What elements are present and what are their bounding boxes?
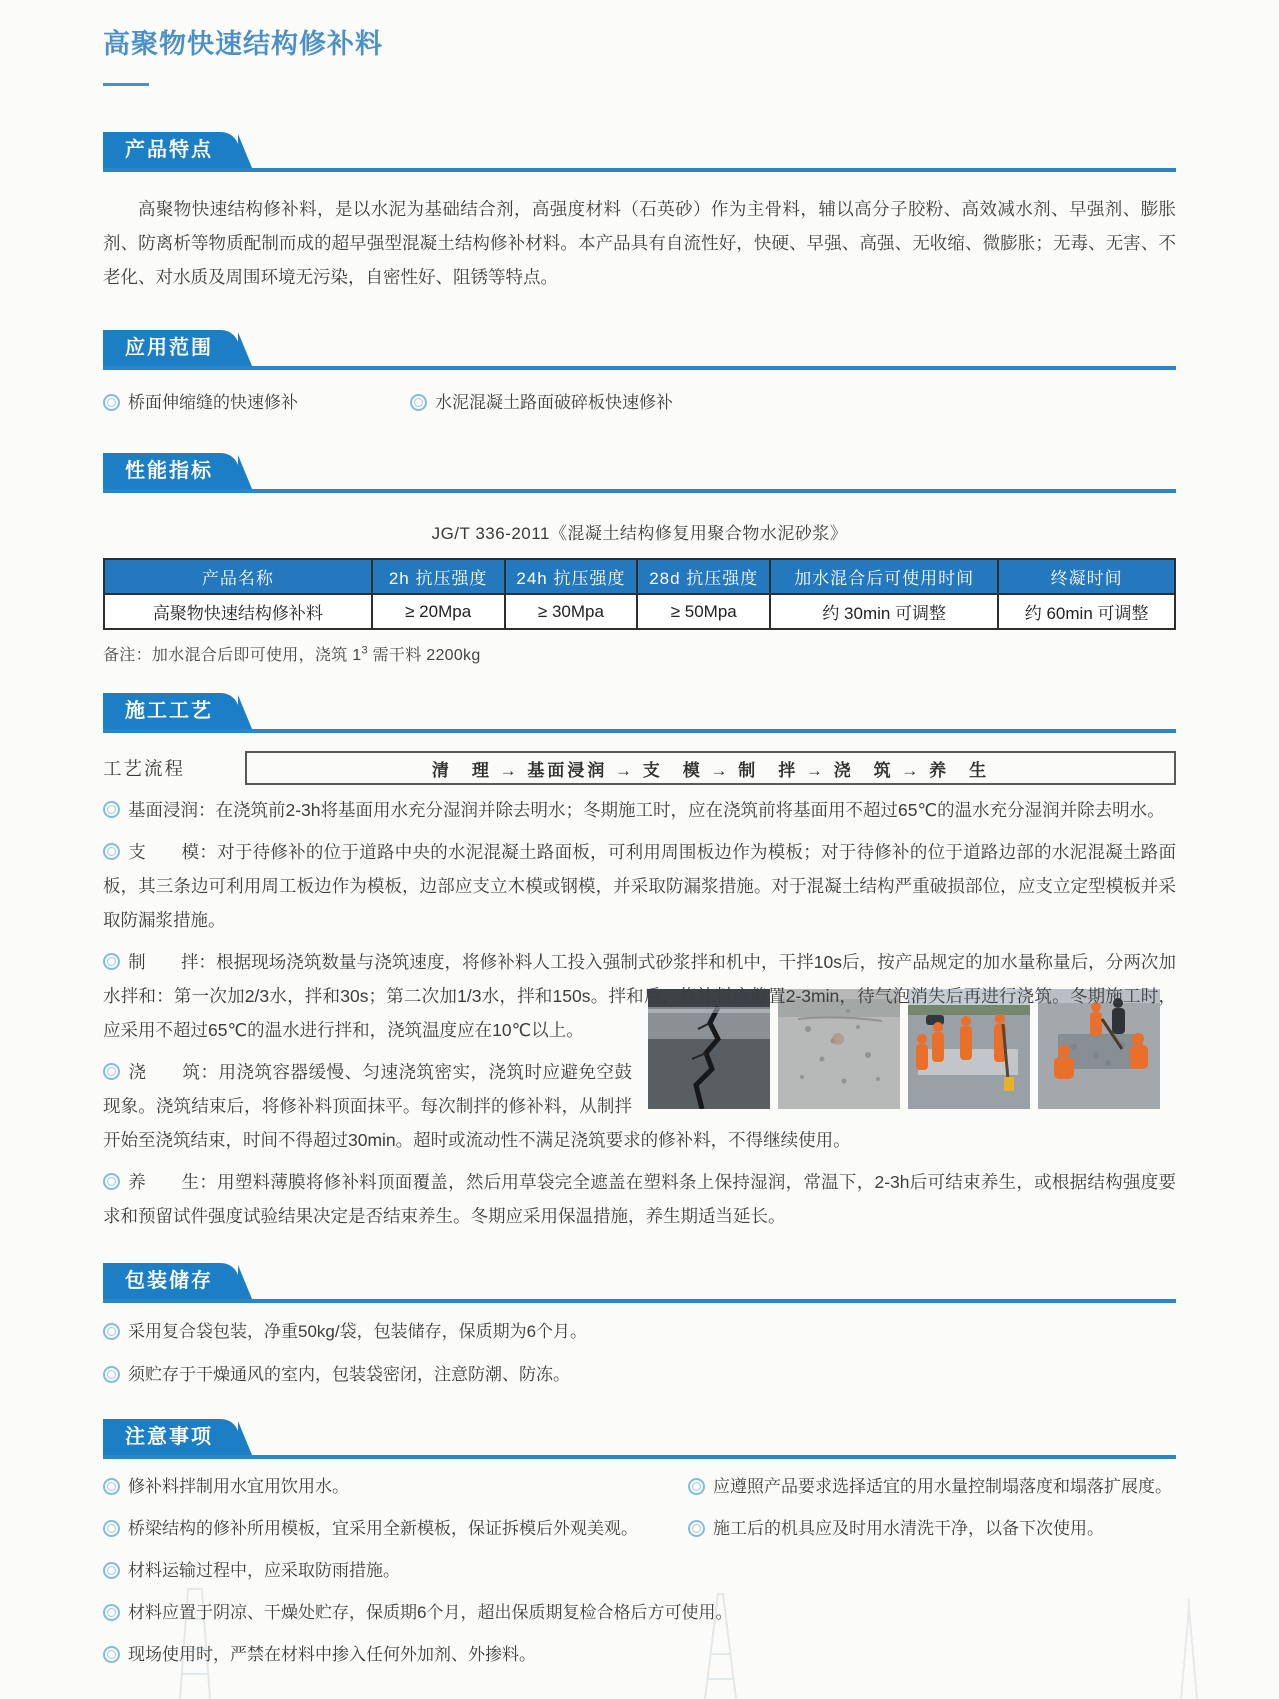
ring-bullet-icon	[688, 1520, 705, 1537]
step-curing	[103, 1165, 1176, 1233]
cell-24h-strength: ≥ 30Mpa	[505, 594, 638, 629]
precaution-label: 材料运输过程中，应采取防雨措施。	[128, 1561, 400, 1580]
list-item	[103, 1598, 732, 1627]
table-note-prefix: 备注：加水混合后即可使用，浇筑 1	[103, 647, 362, 664]
title-underline	[103, 83, 149, 86]
col-header-24h-strength: 24h 抗压强度	[505, 559, 638, 594]
cell-28d-strength: ≥ 50Mpa	[637, 594, 770, 629]
list-item	[688, 1472, 1176, 1501]
precaution-label: 应遵照产品要求选择适宜的用水量控制塌落度和塌落扩展度。	[713, 1477, 1172, 1496]
precaution-label: 修补料拌制用水宜用饮用水。	[128, 1477, 349, 1496]
section-badge-packaging: 包装储存	[103, 1263, 239, 1299]
list-item	[410, 388, 673, 417]
ring-bullet-icon	[688, 1478, 705, 1495]
process-flow-row	[103, 751, 1176, 785]
section-head-process	[103, 693, 1176, 733]
section-badge-process: 施工工艺	[103, 693, 239, 729]
cell-product-name: 高聚物快速结构修补料	[104, 594, 372, 629]
flow-label: 工艺流程	[103, 758, 186, 779]
col-header-28d-strength: 28d 抗压强度	[637, 559, 770, 594]
packaging-item-label: 采用复合袋包装，净重50kg/袋，包装储存，保质期为6个月。	[128, 1322, 588, 1341]
ring-bullet-icon	[103, 801, 120, 818]
list-item	[103, 1556, 400, 1585]
step-text: 浇 筑：用浇筑容器缓慢、匀速浇筑密实，浇筑时应避免空鼓现象。浇筑结束后，将修补料顶面抹平。每次制拌的修补料，从制拌开始至浇筑结束，时间不得超过30min。超时或流动性不满足浇筑要求的修补料，不得继续使用。	[103, 1062, 851, 1150]
ring-bullet-icon	[103, 1366, 120, 1383]
table-row	[104, 594, 1175, 629]
section-badge-performance: 性能指标	[103, 453, 239, 489]
process-steps	[103, 793, 1176, 1233]
step-text: 基面浸润：在浇筑前2-3h将基面用水充分湿润并除去明水；冬期施工时，应在浇筑前将基面用不超过65℃的温水充分湿润并除去明水。	[128, 800, 1165, 820]
list-item	[103, 1640, 536, 1669]
section-head-precautions	[103, 1419, 1176, 1459]
cell-final-set: 约 60min 可调整	[998, 594, 1175, 629]
ring-bullet-icon	[103, 1520, 120, 1537]
ring-bullet-icon	[103, 1063, 120, 1080]
precaution-label: 现场使用时，严禁在材料中掺入任何外加剂、外掺料。	[128, 1645, 536, 1664]
section-badge-applications: 应用范围	[103, 330, 239, 366]
ring-bullet-icon	[103, 953, 120, 970]
packaging-list	[103, 1317, 1176, 1389]
application-item-label: 水泥混凝土路面破碎板快速修补	[435, 393, 673, 412]
col-header-final-set: 终凝时间	[998, 559, 1175, 594]
list-item	[103, 1472, 688, 1501]
step-formwork	[103, 835, 1176, 937]
table-note	[103, 642, 1176, 665]
applications-list	[103, 388, 1176, 417]
ring-bullet-icon	[103, 843, 120, 860]
precaution-label: 材料应置于阴凉、干燥处贮存，保质期6个月，超出保质期复检合格后方可使用。	[128, 1603, 733, 1622]
precaution-row	[103, 1472, 1176, 1501]
ring-bullet-icon	[103, 1646, 120, 1663]
table-header-row	[104, 559, 1175, 594]
standard-caption: JG/T 336-2011《混凝土结构修复用聚合物水泥砂浆》	[431, 524, 848, 543]
ring-bullet-icon	[103, 1562, 120, 1579]
col-header-product-name: 产品名称	[104, 559, 372, 594]
list-item	[688, 1514, 1176, 1543]
page-title: 高聚物快速结构修补料	[103, 29, 383, 59]
ring-bullet-icon	[103, 1604, 120, 1621]
cell-usable-time: 约 30min 可调整	[770, 594, 998, 629]
application-item-label: 桥面伸缩缝的快速修补	[128, 393, 298, 412]
step-text: 支 模：对于待修补的位于道路中央的水泥混凝土路面板，可利用周围板边作为模板；对于待修补的位于道路边部的水泥混凝土路面板，其三条边可利用周工板边作为模板，边部应支立木模或钢模，并采取防漏浆措施。对于混凝土结构严重破损部位，应支立定型模板并采取防漏浆措施。	[103, 842, 1176, 930]
step-text: 制 拌：根据现场浇筑数量与浇筑速度，将修补料人工投入强制式砂浆拌和机中，干拌10s后，按产品规定的加水量称量后，分两次加水拌和：第一次加2/3水，拌和30s；第二次加1/3水，拌和150s。拌和后，修补料应静置2-3min，待气泡消失后再进行浇筑。冬期施工时，应采用不超过65℃的温水进行拌和，浇筑温度应在10℃以上。	[103, 952, 1176, 1040]
section-head-applications	[103, 330, 1176, 370]
table-note-superscript: 3	[361, 644, 368, 657]
ring-bullet-icon	[410, 394, 427, 411]
step-base-wetting	[103, 793, 1176, 827]
ring-bullet-icon	[103, 1173, 120, 1190]
precaution-label: 桥梁结构的修补所用模板，宜采用全新模板，保证拆模后外观美观。	[128, 1519, 638, 1538]
section-badge-precautions: 注意事项	[103, 1419, 239, 1455]
table-note-suffix: 需干料 2200kg	[367, 647, 481, 664]
col-header-2h-strength: 2h 抗压强度	[372, 559, 505, 594]
cell-2h-strength: ≥ 20Mpa	[372, 594, 505, 629]
precaution-row	[103, 1598, 1176, 1627]
ring-bullet-icon	[103, 394, 120, 411]
list-item	[103, 1514, 688, 1543]
features-paragraph: 高聚物快速结构修补料，是以水泥为基础结合剂，高强度材料（石英砂）作为主骨料，辅以高分子胶粉、高效减水剂、早强剂、膨胀剂、防离析等物质配制而成的超早强型混凝土结构修补材料。本产品具有自流性好，快硬、早强、高强、无收缩、微膨胀；无毒、无害、不老化、对水质及周围环境无污染，自密性好、阻锈等特点。	[103, 199, 1176, 287]
col-header-usable-time: 加水混合后可使用时间	[770, 559, 998, 594]
precaution-row	[103, 1640, 1176, 1669]
section-badge-features: 产品特点	[103, 132, 239, 168]
flow-diagram-box: 清 理 → 基面浸润 → 支 模 → 制 拌 → 浇 筑 → 养 生	[245, 751, 1176, 785]
list-item	[103, 388, 410, 417]
precaution-label: 施工后的机具应及时用水清洗干净，以备下次使用。	[713, 1519, 1104, 1538]
precaution-row	[103, 1556, 1176, 1585]
precautions-list	[103, 1472, 1176, 1669]
packaging-item-label: 须贮存于干燥通风的室内，包装袋密闭，注意防潮、防冻。	[128, 1365, 570, 1384]
ring-bullet-icon	[103, 1478, 120, 1495]
precaution-row	[103, 1514, 1176, 1543]
section-head-features	[103, 132, 1176, 172]
ring-bullet-icon	[103, 1323, 120, 1340]
list-item	[103, 1360, 1176, 1389]
step-text: 养 生：用塑料薄膜将修补料顶面覆盖，然后用草袋完全遮盖在塑料条上保持湿润，常温下，2-3h后可结束养生，或根据结构强度要求和预留试件强度试验结果决定是否结束养生。冬期应采用保温措施，养生期适当延长。	[103, 1172, 1176, 1226]
section-head-performance	[103, 453, 1176, 493]
section-head-packaging	[103, 1263, 1176, 1303]
list-item	[103, 1317, 1176, 1346]
performance-table	[103, 558, 1176, 630]
